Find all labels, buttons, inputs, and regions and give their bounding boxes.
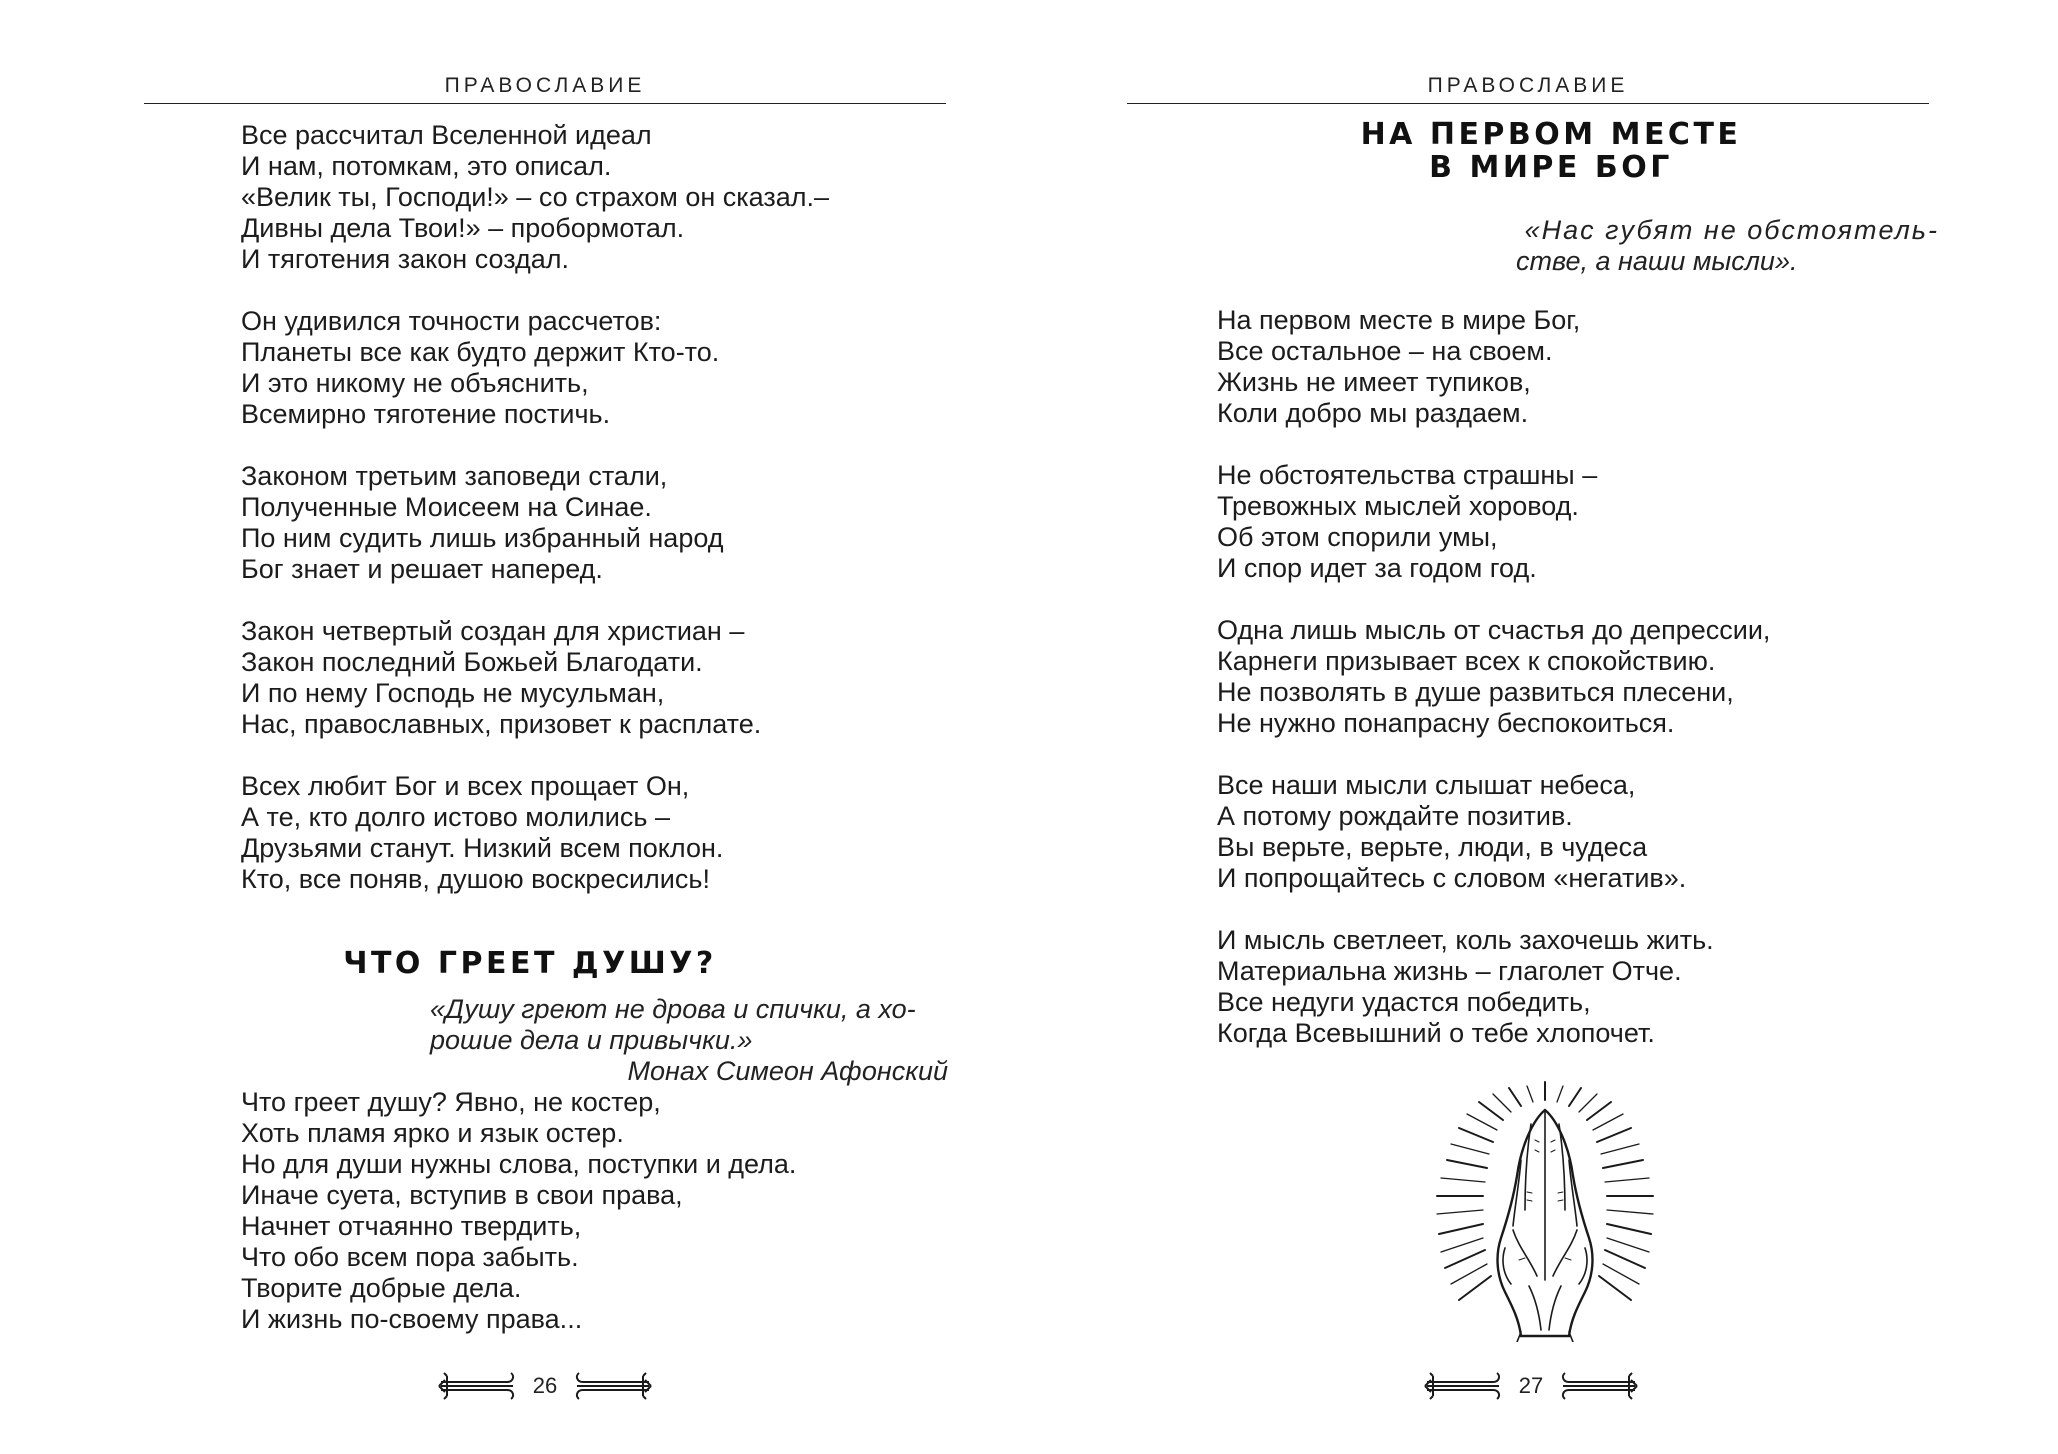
poem-line: Полученные Моисеем на Синае.	[241, 492, 652, 522]
poem-line: Что обо всем пора забыть.	[241, 1242, 579, 1272]
poem-line: И спор идет за годом год.	[1217, 553, 1537, 583]
page-number-block	[430, 1366, 660, 1406]
running-head: ПРАВОСЛАВИЕ	[444, 74, 646, 97]
poem-line: На первом месте в мире Бог,	[1217, 305, 1581, 335]
page-number-block	[1416, 1366, 1646, 1406]
running-head: ПРАВОСЛАВИЕ	[1427, 74, 1629, 97]
poem-line: И по нему Господь не мусульман,	[241, 678, 665, 708]
stanza	[241, 616, 829, 740]
poem-line: Закон последний Божьей Благодати.	[241, 647, 703, 677]
poem-title: ЧТО ГРЕЕТ ДУШУ?	[343, 946, 717, 981]
poem-line: Он удивился точности рассчетов:	[241, 306, 662, 336]
poem-line: Все наши мысли слышат небеса,	[1217, 770, 1636, 800]
stanza	[241, 306, 829, 430]
poem-line: Бог знает и решает наперед.	[241, 554, 603, 584]
poem-line: А те, кто долго истово молились –	[241, 802, 670, 832]
right-page	[1029, 0, 2058, 1454]
title-line: НА ПЕРВОМ МЕСТЕ	[1360, 117, 1742, 152]
epigraph-author: Монах Симеон Афонский	[627, 1056, 948, 1086]
poem-line: Вы верьте, верьте, люди, в чудеса	[1217, 832, 1648, 862]
stanza	[1217, 460, 1770, 584]
epigraph-line: стве, а наши мысли».	[1516, 246, 1798, 276]
poem-line: Хоть пламя ярко и язык остер.	[241, 1118, 624, 1148]
stanza	[241, 461, 829, 585]
poem-line: И это никому не объяснить,	[241, 368, 589, 398]
epigraph	[1469, 215, 1939, 277]
poem-line: Но для души нужны слова, поступки и дела.	[241, 1149, 797, 1179]
poem-line: Не нужно понапрасну беспокоиться.	[1217, 708, 1675, 738]
stanza	[241, 771, 829, 895]
poem-line: Что греет душу? Явно, не костер,	[241, 1087, 661, 1117]
poem-line: Об этом спорили умы,	[1217, 522, 1498, 552]
scroll-ornament-icon	[573, 1368, 653, 1404]
poem-title	[1226, 118, 1876, 184]
scroll-ornament-icon	[437, 1368, 517, 1404]
poem-line: Дивны дела Твои!» – пробормотал.	[241, 213, 685, 243]
poem-continued	[241, 120, 829, 926]
poem-line: Друзьями станут. Низкий всем поклон.	[241, 833, 724, 863]
poem-body	[241, 1087, 796, 1335]
poem-line: И жизнь по-своему права...	[241, 1304, 583, 1334]
poem-line: Коли добро мы раздаем.	[1217, 398, 1529, 428]
poem-line: Планеты все как будто держит Кто-то.	[241, 337, 720, 367]
poem-line: И мысль светлеет, коль захочешь жить.	[1217, 925, 1714, 955]
epigraph-line: рошие дела и привычки.»	[430, 1025, 753, 1055]
poem-line: По ним судить лишь избранный народ	[241, 523, 724, 553]
poem-line: Все недуги удастся победить,	[1217, 987, 1591, 1017]
poem-line: Материальна жизнь – глаголет Отче.	[1217, 956, 1682, 986]
poem-line: Иначе суета, вступив в свои права,	[241, 1180, 683, 1210]
header-rule	[1127, 103, 1929, 104]
stanza	[1217, 925, 1770, 1049]
poem-line: Одна лишь мысль от счастья до депрессии,	[1217, 615, 1771, 645]
poem-line: И нам, потомкам, это описал.	[241, 151, 612, 181]
poem-line: Всемирно тяготение постичь.	[241, 399, 611, 429]
poem-line: И тяготения закон создал.	[241, 244, 570, 274]
poem-line: Законом третьим заповеди стали,	[241, 461, 668, 491]
poem-line: Нас, православных, призовет к расплате.	[241, 709, 762, 739]
poem-line: Творите добрые дела.	[241, 1273, 522, 1303]
page-number: 27	[1518, 1373, 1544, 1398]
header-rule	[144, 103, 946, 104]
stanza	[1217, 615, 1770, 739]
poem-line: Закон четвертый создан для христиан –	[241, 616, 745, 646]
stanza	[241, 120, 829, 275]
poem-line: А потому рождайте позитив.	[1217, 801, 1573, 831]
poem-line: Всех любит Бог и всех прощает Он,	[241, 771, 690, 801]
page-number: 26	[532, 1373, 558, 1398]
poem-line: Не позволять в душе развиться плесени,	[1217, 677, 1734, 707]
poem-line: Начнет отчаянно твердить,	[241, 1211, 582, 1241]
poem-line: «Велик ты, Господи!» – со страхом он сказал.–	[241, 182, 830, 212]
poem-line: Все остальное – на своем.	[1217, 336, 1553, 366]
scroll-ornament-icon	[1559, 1368, 1639, 1404]
poem-line: Жизнь не имеет тупиков,	[1217, 367, 1531, 397]
poem-line: И попрощайтесь с словом «негатив».	[1217, 863, 1687, 893]
poem-line: Все рассчитал Вселенной идеал	[241, 120, 652, 150]
poem-line: Кто, все поняв, душою воскресились!	[241, 864, 710, 894]
poem-body	[1217, 305, 1770, 1080]
poem-line: Когда Всевышний о тебе хлопочет.	[1217, 1018, 1655, 1048]
praying-hands-icon	[1409, 1080, 1681, 1342]
title-line: В МИРЕ БОГ	[1429, 150, 1673, 185]
epigraph	[430, 994, 948, 1087]
poem-line: Карнеги призывает всех к спокойствию.	[1217, 646, 1716, 676]
poem-line: Тревожных мыслей хоровод.	[1217, 491, 1579, 521]
epigraph-line: «Нас губят не обстоятель-	[1524, 215, 1939, 245]
scroll-ornament-icon	[1423, 1368, 1503, 1404]
stanza	[1217, 770, 1770, 894]
poem-line: Не обстоятельства страшны –	[1217, 460, 1598, 490]
stanza	[1217, 305, 1770, 429]
epigraph-line: «Душу греют не дрова и спички, а хо-	[430, 994, 916, 1024]
